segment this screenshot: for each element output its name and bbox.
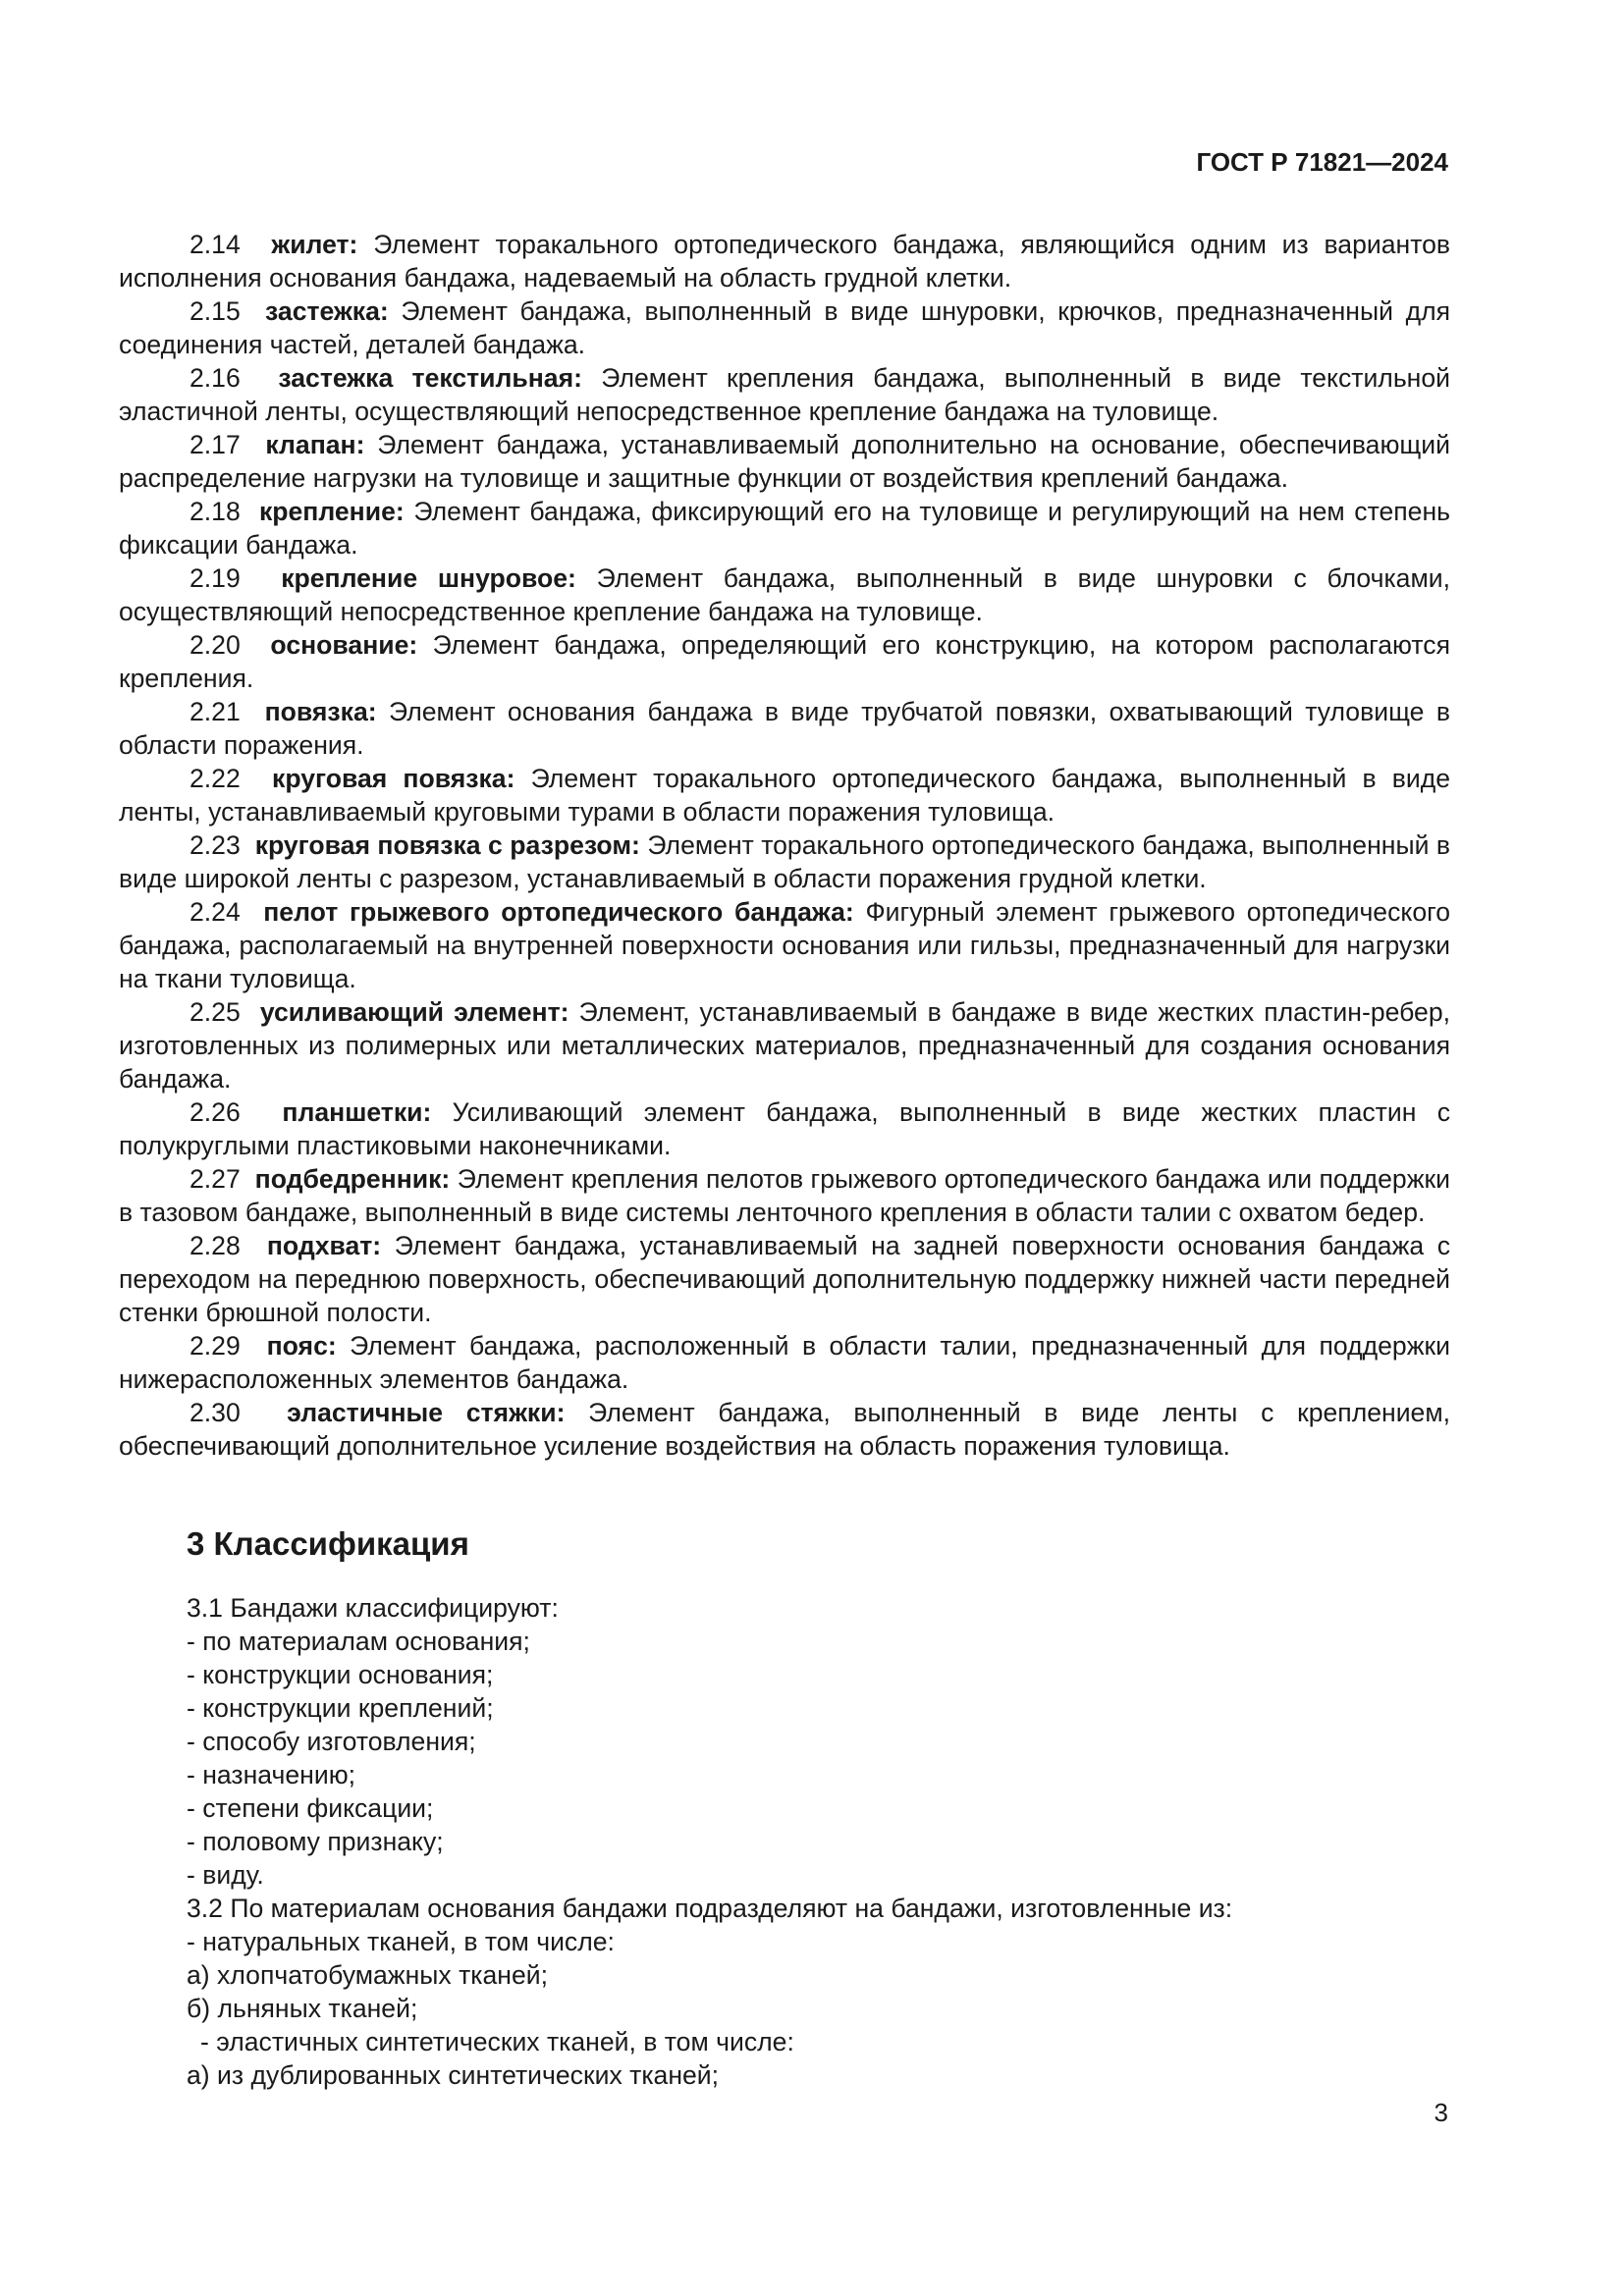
term-number: 2.20 — [189, 630, 241, 660]
page-number: 3 — [1434, 2098, 1448, 2127]
term-number: 2.21 — [189, 697, 241, 726]
term-number: 2.14 — [189, 230, 241, 259]
term-entry — [119, 1229, 1450, 1329]
list-item: - назначению; — [187, 1760, 356, 1789]
term-definition: Элемент бандажа, фиксирующий его на туловище и регулирующий на нем степень фиксации бандажа. — [119, 497, 1450, 560]
document-code: ГОСТ Р 71821—2024 — [1196, 147, 1448, 177]
term-name: планшетки: — [282, 1097, 432, 1127]
term-entry — [119, 828, 1450, 895]
term-definition: Элемент торакального ортопедического бандажа, являющийся одним из вариантов исполнения основания бандажа, надеваемый на область грудной клетки. — [119, 230, 1451, 293]
term-entry — [119, 1095, 1450, 1162]
classification-block — [187, 1591, 1453, 2092]
term-definition: Фигурный элемент грыжевого ортопедического бандажа, располагаемый на внутренней поверхности основания или гильзы, предназначенный для нагрузки на ткани туловища. — [119, 897, 1451, 993]
term-name: эластичные стяжки: — [287, 1398, 566, 1427]
term-definition: Элемент крепления пелотов грыжевого ортопедического бандажа или поддержки в тазовом бандаже, выполненный в виде системы ленточного крепления в области талии с охватом бедер. — [119, 1164, 1450, 1227]
term-number: 2.22 — [189, 764, 241, 793]
term-number: 2.30 — [189, 1398, 241, 1427]
term-number: 2.18 — [189, 497, 241, 526]
term-entry — [119, 1329, 1450, 1396]
term-definition: Элемент основания бандажа в виде трубчатой повязки, охватывающий туловище в области поражения. — [119, 697, 1450, 760]
term-definition: Элемент бандажа, выполненный в виде ленты с креплением, обеспечивающий дополнительное усиление воздействия на область поражения туловища. — [119, 1398, 1451, 1461]
term-number: 2.19 — [189, 563, 241, 593]
term-name: клапан: — [265, 430, 365, 459]
term-definition: Элемент бандажа, определяющий его конструкцию, на котором располагаются крепления. — [119, 630, 1450, 693]
term-entry — [119, 762, 1450, 828]
section-title: 3 Классификация — [187, 1525, 469, 1562]
materials-list — [187, 1925, 1453, 2092]
list-item: а) из дублированных синтетических тканей; — [187, 2060, 720, 2090]
term-number: 2.28 — [189, 1231, 241, 1260]
term-entry — [119, 695, 1450, 762]
classification-criteria-list — [187, 1625, 1453, 1892]
term-entry — [119, 228, 1450, 294]
term-definition: Элемент бандажа, устанавливаемый дополнительно на основание, обеспечивающий распределение нагрузки на туловище и защитные функции от воздействия креплений бандажа. — [119, 430, 1450, 493]
list-item: а) хлопчатобумажных тканей; — [187, 1960, 548, 1990]
term-number: 2.23 — [189, 830, 241, 860]
term-definition: Элемент бандажа, расположенный в области талии, предназначенный для поддержки нижерасположенных элементов бандажа. — [119, 1331, 1450, 1394]
list-item: - по материалам основания; — [187, 1627, 530, 1656]
term-name: жилет: — [271, 230, 358, 259]
list-item: - эластичных синтетических тканей, в том числе: — [200, 2027, 794, 2056]
list-item: б) льняных тканей; — [187, 1994, 418, 2023]
term-entry — [119, 361, 1450, 428]
term-number: 2.17 — [189, 430, 241, 459]
term-name: круговая повязка с разрезом: — [254, 830, 640, 860]
term-number: 2.15 — [189, 296, 241, 326]
term-definition: Элемент, устанавливаемый в бандаже в виде жестких пластин-ребер, изготовленных из полимерных или металлических материалов, предназначенный для создания основания бандажа. — [119, 997, 1451, 1094]
term-number: 2.29 — [189, 1331, 241, 1361]
term-name: основание: — [270, 630, 418, 660]
term-number: 2.26 — [189, 1097, 241, 1127]
term-name: крепление шнуровое: — [281, 563, 576, 593]
term-definition: Усиливающий элемент бандажа, выполненный в виде жестких пластин с полукруглыми пластиковыми наконечниками. — [119, 1097, 1450, 1160]
terms-list — [119, 228, 1450, 1463]
term-entry — [119, 495, 1450, 561]
term-number: 2.16 — [189, 363, 241, 393]
term-name: подхват: — [266, 1231, 382, 1260]
term-name: подбедренник: — [254, 1164, 451, 1194]
term-entry — [119, 561, 1450, 628]
term-number: 2.24 — [189, 897, 241, 927]
term-entry — [119, 294, 1450, 361]
term-name: крепление: — [258, 497, 405, 526]
term-name: усиливающий элемент: — [259, 997, 569, 1027]
clause-3-2: 3.2 По материалам основания бандажи подразделяют на бандажи, изготовленные из: — [187, 1894, 1233, 1923]
term-entry — [119, 628, 1450, 695]
term-name: пояс: — [266, 1331, 337, 1361]
list-item: - конструкции креплений; — [187, 1693, 494, 1723]
term-name: повязка: — [264, 697, 377, 726]
term-name: пелот грыжевого ортопедического бандажа: — [263, 897, 854, 927]
list-item: - натуральных тканей, в том числе: — [187, 1927, 615, 1956]
list-item: - способу изготовления; — [187, 1727, 476, 1756]
term-entry — [119, 428, 1450, 495]
term-definition: Элемент крепления бандажа, выполненный в виде текстильной эластичной ленты, осуществляющий непосредственное крепление бандажа на туловище. — [119, 363, 1451, 426]
term-number: 2.27 — [189, 1164, 241, 1194]
term-definition: Элемент торакального ортопедического бандажа, выполненный в виде широкой ленты с разрезом, устанавливаемый в области поражения грудной клетки. — [119, 830, 1451, 893]
term-entry — [119, 895, 1450, 995]
term-name: круговая повязка: — [272, 764, 515, 793]
term-name: застежка: — [265, 296, 389, 326]
term-entry — [119, 995, 1450, 1095]
term-definition: Элемент бандажа, выполненный в виде шнуровки с блочками, осуществляющий непосредственное крепление бандажа на туловище. — [119, 563, 1450, 626]
term-name: застежка текстильная: — [278, 363, 582, 393]
term-entry — [119, 1396, 1450, 1463]
term-entry — [119, 1162, 1450, 1229]
list-item: - конструкции основания; — [187, 1660, 494, 1689]
list-item: - половому признаку; — [187, 1827, 444, 1856]
term-definition: Элемент бандажа, устанавливаемый на задней поверхности основания бандажа с переходом на переднюю поверхность, обеспечивающий дополнительную поддержку нижней части передней стенки брюшной полости. — [119, 1231, 1450, 1327]
list-item: - степени фиксации; — [187, 1793, 434, 1823]
term-definition: Элемент торакального ортопедического бандажа, выполненный в виде ленты, устанавливаемый круговыми турами в области поражения туловища. — [119, 764, 1451, 827]
term-number: 2.25 — [189, 997, 241, 1027]
list-item: - виду. — [187, 1860, 264, 1890]
clause-3-1: 3.1 Бандажи классифицируют: — [187, 1593, 559, 1623]
term-definition: Элемент бандажа, выполненный в виде шнуровки, крючков, предназначенный для соединения частей, деталей бандажа. — [119, 296, 1450, 359]
